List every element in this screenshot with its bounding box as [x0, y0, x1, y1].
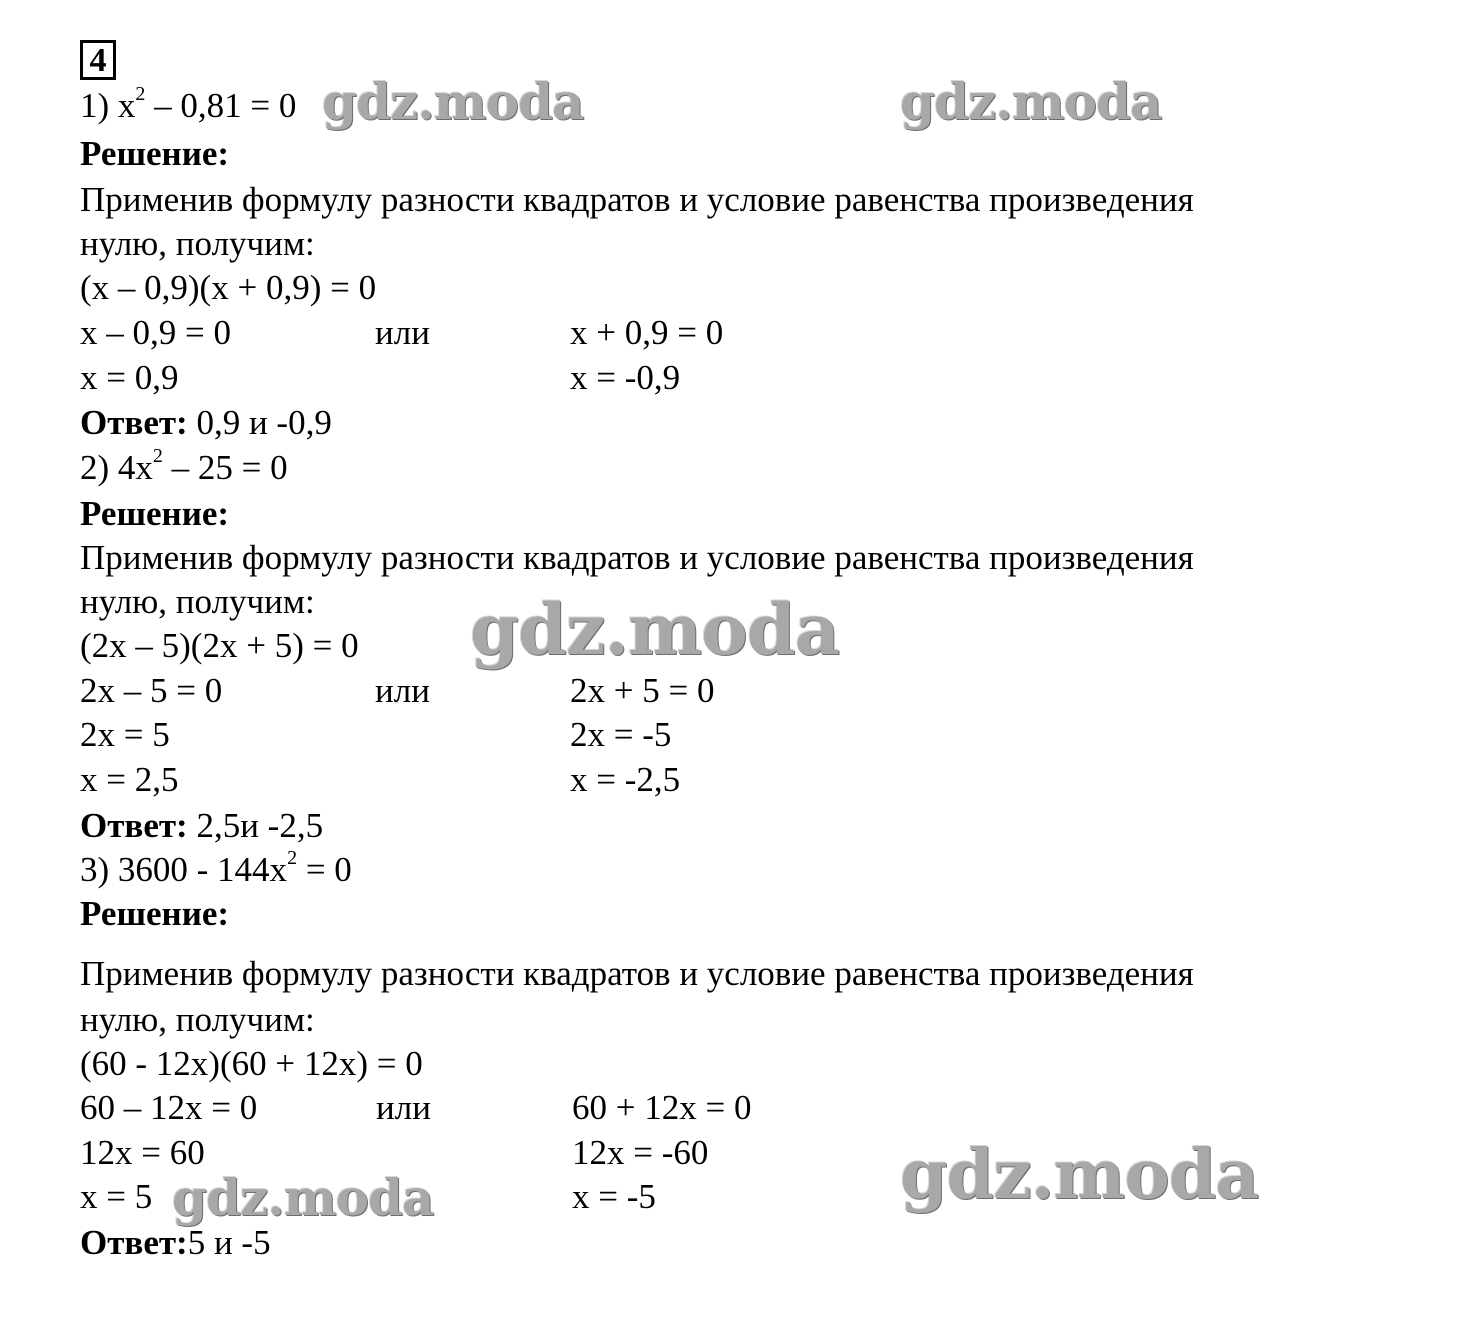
watermark: gdz.moda: [322, 72, 584, 131]
problem2-or: или: [375, 671, 430, 710]
problem3-left3: x = 5: [80, 1177, 153, 1216]
problem2-solution-label: Решение:: [80, 494, 230, 533]
watermark: gdz.moda: [900, 1135, 1259, 1215]
problem1-left1: x – 0,9 = 0: [80, 313, 231, 352]
problem2-right2: 2x = -5: [570, 715, 672, 754]
problem2-equation: 2) $4x^2 - 25 = 0$: [80, 445, 288, 487]
problem1-right1: x + 0,9 = 0: [570, 313, 724, 352]
problem3-right1: 60 + 12x = 0: [572, 1088, 752, 1127]
watermark: gdz.moda: [900, 72, 1162, 131]
problem3-equation: 3) $3600 - 144x^2 = 0$: [80, 847, 352, 889]
task-number: 4: [80, 40, 116, 80]
problem3-text-line1: Применив формулу разности квадратов и условие равенства произведения: [80, 954, 1194, 993]
problem1-equation: 1) $x^2 - 0,81 = 0$: [80, 83, 297, 125]
problem2-factored: (2x – 5)(2x + 5) = 0: [80, 626, 359, 665]
problem3-factored: (60 - 12x)(60 + 12x) = 0: [80, 1044, 423, 1083]
problem3-solution-label: Решение:: [80, 894, 230, 933]
problem2-right3: x = -2,5: [570, 760, 681, 799]
problem1-factored: (x – 0,9)(x + 0,9) = 0: [80, 268, 377, 307]
problem3-or: или: [376, 1088, 431, 1127]
problem3-left2: 12x = 60: [80, 1133, 205, 1172]
problem3-right3: x = -5: [572, 1177, 656, 1216]
problem1-right2: x = -0,9: [570, 358, 681, 397]
problem3-right2: 12x = -60: [572, 1133, 709, 1172]
problem3-left1: 60 – 12x = 0: [80, 1088, 258, 1127]
problem2-text-line1: Применив формулу разности квадратов и условие равенства произведения: [80, 538, 1194, 577]
problem2-left2: 2x = 5: [80, 715, 170, 754]
problem3-answer: Ответ:5 и -5: [80, 1223, 271, 1262]
problem2-answer: Ответ: 2,5и -2,5: [80, 806, 324, 845]
problem2-left3: x = 2,5: [80, 760, 179, 799]
problem1-answer: Ответ: 0,9 и -0,9: [80, 403, 332, 442]
problem2-text-line2: нулю, получим:: [80, 582, 315, 621]
problem2-right1: 2x + 5 = 0: [570, 671, 715, 710]
problem1-text-line1: Применив формулу разности квадратов и условие равенства произведения: [80, 180, 1194, 219]
watermark: gdz.moda: [470, 588, 840, 671]
problem1-text-line2: нулю, получим:: [80, 224, 315, 263]
problem1-or: или: [375, 313, 430, 352]
problem3-text-line2: нулю, получим:: [80, 1000, 315, 1039]
problem2-left1: 2x – 5 = 0: [80, 671, 223, 710]
watermark: gdz.moda: [172, 1168, 434, 1227]
problem1-solution-label: Решение:: [80, 134, 230, 173]
problem1-left2: x = 0,9: [80, 358, 179, 397]
